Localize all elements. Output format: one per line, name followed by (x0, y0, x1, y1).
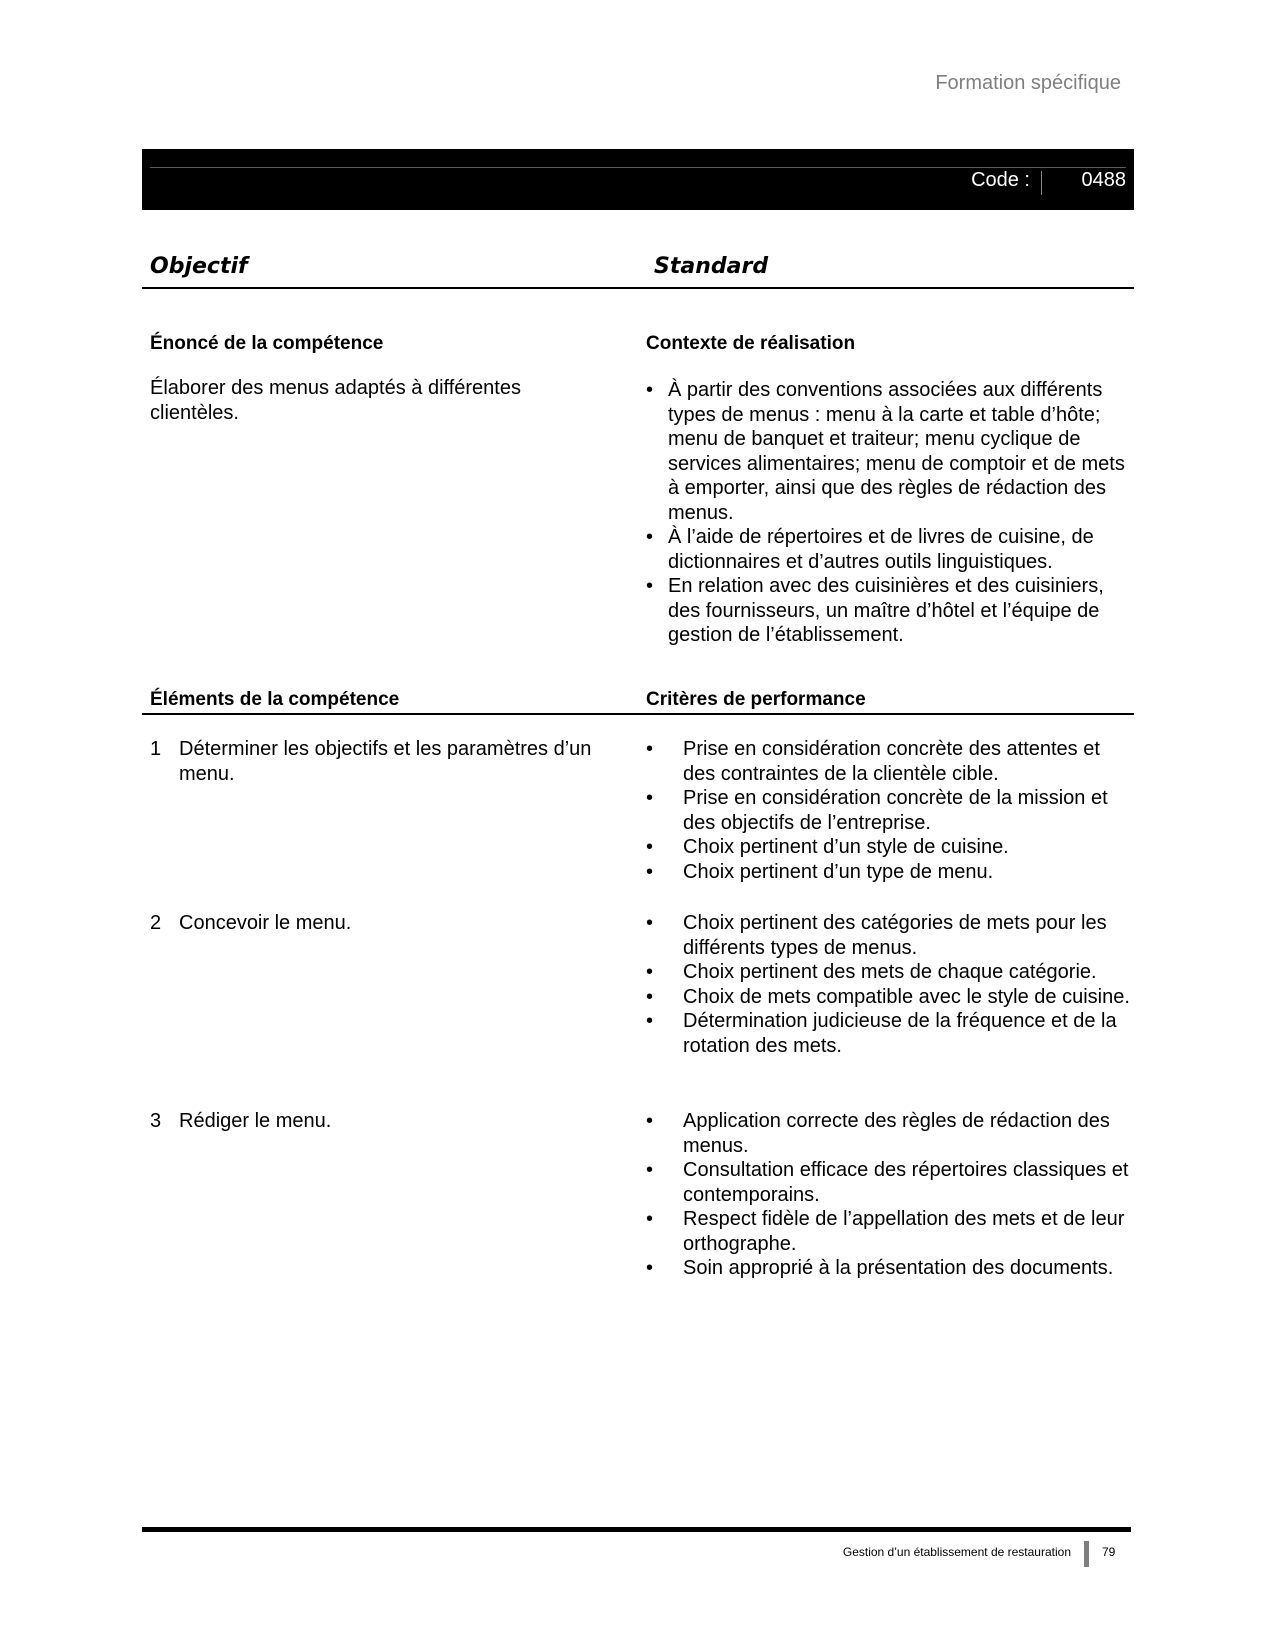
criteria-title: Critères de performance (646, 689, 866, 710)
element-number: 2 (150, 912, 162, 934)
criteria-item: • Choix pertinent des mets de chaque catégorie. (646, 960, 1134, 985)
standard-heading: Standard (654, 254, 769, 279)
criteria-item: • Prise en considération concrète des attentes et des contraintes de la clientèle cible. (646, 737, 1134, 786)
page-number: 79 (1102, 1545, 1116, 1559)
criteria-item: • Choix pertinent des catégories de mets pour les différents types de menus. (646, 911, 1134, 960)
context-title: Contexte de réalisation (646, 333, 856, 354)
context-list-container (646, 378, 1134, 648)
running-title: Formation spécifique (935, 72, 1121, 94)
criteria-item: • Choix pertinent d’un type de menu. (646, 860, 1134, 885)
context-list (646, 378, 1134, 648)
context-item: • En relation avec des cuisinières et des cuisiniers, des fournisseurs, un maître d’hôtel et l’équipe de gestion de l’établissement. (646, 574, 1134, 648)
code-label: Code : (971, 169, 1030, 191)
footer-title: Gestion d’un établissement de restauration (842, 1545, 1071, 1559)
code-bar-rule (150, 167, 1126, 168)
criteria-item: • Consultation efficace des répertoires classiques et contemporains. (646, 1158, 1134, 1207)
code-value: 0488 (1081, 169, 1126, 191)
criteria-item: • Respect fidèle de l’appellation des mets et de leur orthographe. (646, 1207, 1134, 1256)
element-1 (150, 737, 620, 786)
criteria-item: • Soin approprié à la présentation des documents. (646, 1256, 1134, 1281)
competence-title: Énoncé de la compétence (150, 333, 384, 354)
criteria-list (646, 737, 1134, 884)
element-text: Rédiger le menu. (179, 1110, 332, 1132)
context-item: • À l’aide de répertoires et de livres de cuisine, de dictionnaires et d’autres outils linguistiques. (646, 525, 1134, 574)
code-separator (1041, 171, 1042, 195)
code-bar (142, 149, 1134, 210)
criteria-item: • Choix de mets compatible avec le style de cuisine. (646, 985, 1134, 1010)
criteria-item: • Détermination judicieuse de la fréquence et de la rotation des mets. (646, 1009, 1134, 1058)
criteria-item: • Application correcte des règles de rédaction des menus. (646, 1109, 1134, 1158)
context-item: • À partir des conventions associées aux différents types de menus : menu à la carte et table d’hôte; menu de banquet et traiteur; menu cyclique de services alimentaires; menu de comptoir et de mets à emporter, ainsi que des règles de rédaction des menus. (646, 378, 1134, 525)
criteria-list (646, 911, 1134, 1058)
criteria-item: • Prise en considération concrète de la mission et des objectifs de l’entreprise. (646, 786, 1134, 835)
objectif-heading: Objectif (150, 254, 248, 279)
footer-separator (1084, 1541, 1089, 1567)
element-text: Concevoir le menu. (179, 912, 352, 934)
elements-rule (142, 713, 1134, 715)
criteria-list (646, 1109, 1134, 1281)
heading-rule (142, 287, 1134, 289)
element-text: Déterminer les objectifs et les paramètres d’un menu. (179, 738, 592, 785)
element-2 (150, 911, 620, 936)
element-3 (150, 1109, 620, 1134)
element-number: 1 (150, 738, 162, 760)
criteria-item: • Choix pertinent d’un style de cuisine. (646, 835, 1134, 860)
element-number: 3 (150, 1110, 162, 1132)
criteria-group-1 (646, 737, 1134, 884)
footer-rule (142, 1527, 1131, 1532)
criteria-group-3 (646, 1109, 1134, 1281)
competence-text: Élaborer des menus adaptés à différentes clientèles. (150, 377, 521, 424)
elements-title: Éléments de la compétence (150, 689, 400, 710)
criteria-group-2 (646, 911, 1134, 1058)
